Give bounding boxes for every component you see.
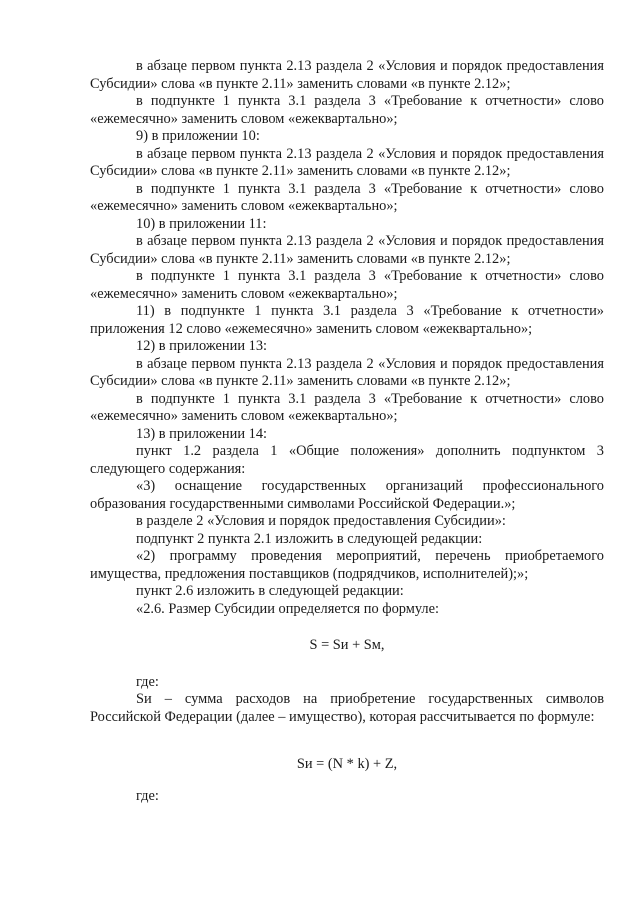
- paragraph: 13) в приложении 14:: [136, 425, 268, 442]
- paragraph: в абзаце первом пункта 2.13 раздела 2 «Условия и порядок предоставления Субсидии» слова «в пункте 2.11» заменить словами «в пункте 2.12»;: [90, 233, 604, 267]
- paragraph: 12) в приложении 13:: [136, 338, 268, 354]
- paragraph: в подпункте 1 пункта 3.1 раздела 3 «Требование к отчетности» слово «ежемесячно» заменить словом «ежеквартально»;: [90, 180, 604, 214]
- paragraph: 9) в приложении 10:: [136, 128, 260, 144]
- definition-paragraph: Sи – сумма расходов на приобретение государственных символов Российской Федерации (далее – имущество), которая рассчитывается по формуле:: [90, 691, 604, 725]
- where-label: где:: [136, 787, 159, 804]
- where-label: где:: [136, 673, 159, 690]
- paragraph: «2.6. Размер Субсидии определяется по формуле:: [136, 600, 439, 617]
- paragraph: в абзаце первом пункта 2.13 раздела 2 «Условия и порядок предоставления Субсидии» слова «в пункте 2.11» заменить словами «в пункте 2.12»;: [90, 145, 604, 179]
- paragraph: 10) в приложении 11:: [136, 215, 267, 232]
- paragraph: пункт 1.2 раздела 1 «Общие положения» дополнить подпунктом 3 следующего содержания:: [90, 443, 604, 477]
- paragraph: в подпункте 1 пункта 3.1 раздела 3 «Требование к отчетности» слово «ежемесячно» заменить словом «ежеквартально»;: [90, 93, 604, 127]
- formula-subsidy-total: S = Sи + Sм,: [309, 637, 385, 653]
- paragraph: в абзаце первом пункта 2.13 раздела 2 «Условия и порядок предоставления Субсидии» слова «в пункте 2.11» заменить словами «в пункте 2.12»;: [90, 58, 604, 92]
- paragraph: «3) оснащение государственных организаций профессионального образования государственными символами Российской Федерации.»;: [90, 478, 604, 512]
- paragraph: в подпункте 1 пункта 3.1 раздела 3 «Требование к отчетности» слово «ежемесячно» заменить словом «ежеквартально»;: [90, 268, 604, 302]
- paragraph: пункт 2.6 изложить в следующей редакции:: [136, 583, 404, 599]
- paragraph: «2) программу проведения мероприятий, перечень приобретаемого имущества, предложения поставщиков (подрядчиков, исполнителей);»;: [90, 548, 604, 582]
- paragraph: в подпункте 1 пункта 3.1 раздела 3 «Требование к отчетности» слово «ежемесячно» заменить словом «ежеквартально»;: [90, 390, 604, 424]
- paragraph: в разделе 2 «Условия и порядок предоставления Субсидии»:: [136, 513, 506, 529]
- formula-property-cost: Sи = (N * k) + Z,: [296, 756, 398, 772]
- paragraph: 11) в подпункте 1 пункта 3.1 раздела 3 «Требование к отчетности» приложения 12 слово «ежемесячно» заменить словом «ежеквартально»;: [90, 303, 604, 337]
- paragraph: подпункт 2 пункта 2.1 изложить в следующей редакции:: [136, 530, 483, 547]
- paragraph: в абзаце первом пункта 2.13 раздела 2 «Условия и порядок предоставления Субсидии» слова «в пункте 2.11» заменить словами «в пункте 2.12»;: [90, 355, 604, 389]
